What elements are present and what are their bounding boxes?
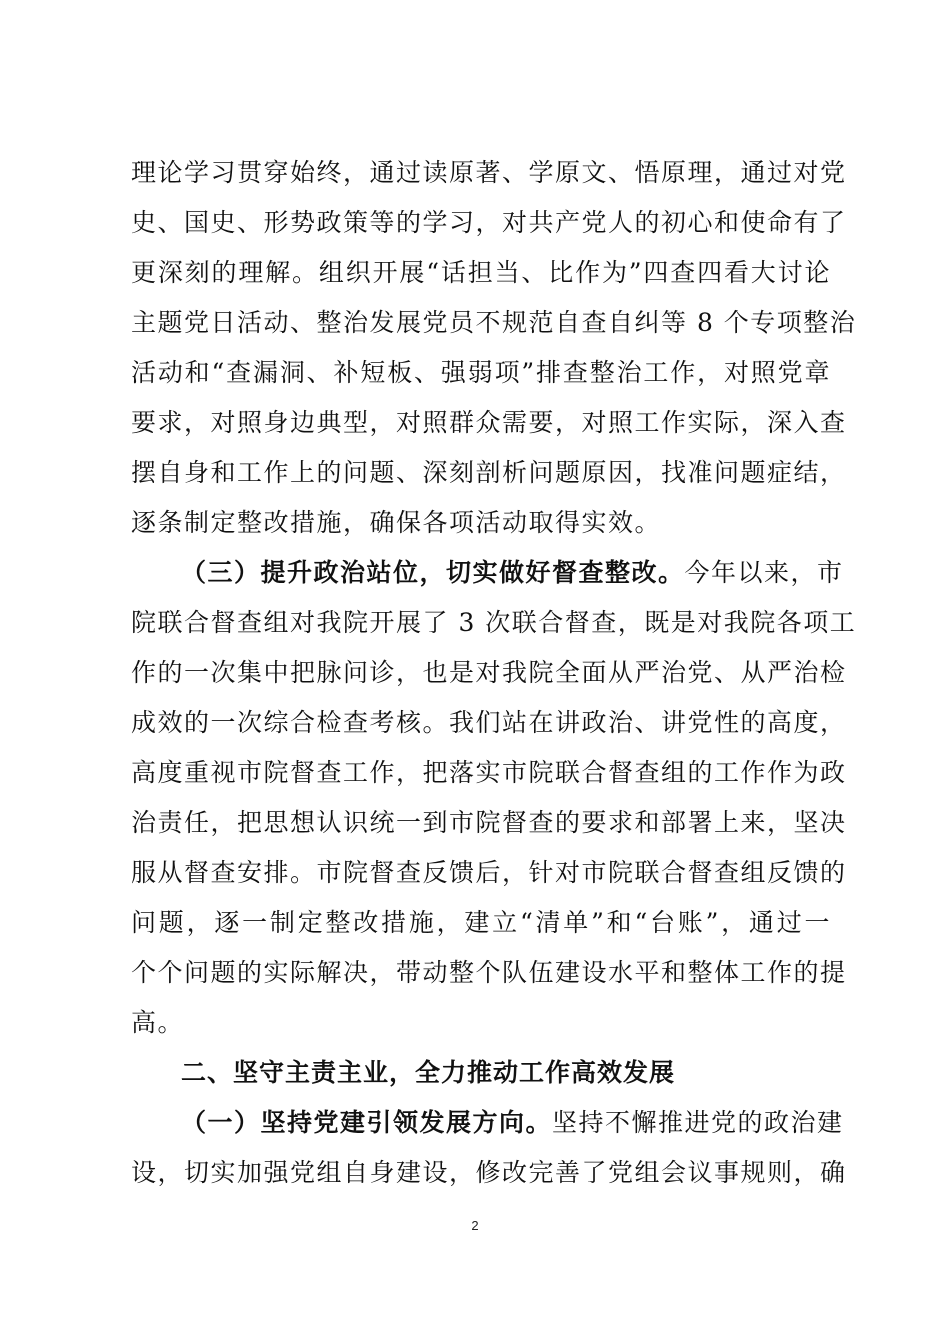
- paragraph-3-line-2: 设，切实加强党组自身建设，修改完善了党组会议事规则，确: [131, 1158, 847, 1187]
- paragraph-2-line-8: 问题，逐一制定整改措施，建立“清单”和“台账”，通过一: [131, 908, 831, 937]
- paragraph-1-line-4: 主题党日活动、整治发展党员不规范自查自纠等 8 个专项整治: [131, 308, 857, 337]
- paragraph-1-line-2: 史、国史、形势政策等的学习，对共产党人的初心和使命有了: [131, 208, 847, 237]
- paragraph-3-line-1: [181, 1108, 844, 1138]
- paragraph-1-line-1: 理论学习贯穿始终，通过读原著、学原文、悟原理，通过对党: [131, 158, 847, 187]
- paragraph-2-line-1-rest: 今年以来，市: [684, 558, 844, 587]
- page-number: 2: [471, 1218, 479, 1233]
- paragraph-1-line-6: 要求，对照身边典型，对照群众需要，对照工作实际，深入查: [131, 408, 847, 437]
- paragraph-2-line-7: 服从督查安排。市院督查反馈后，针对市院联合督查组反馈的: [131, 858, 847, 887]
- paragraph-1-line-8: 逐条制定整改措施，确保各项活动取得实效。: [131, 508, 662, 537]
- paragraph-3-lead: （一）坚持党建引领发展方向。: [181, 1108, 553, 1137]
- paragraph-2-line-2: 院联合督查组对我院开展了 3 次联合督查，既是对我院各项工: [131, 608, 857, 637]
- paragraph-1-line-7: 摆自身和工作上的问题、深刻剖析问题原因，找准问题症结，: [131, 458, 847, 487]
- paragraph-2-line-9: 个个问题的实际解决，带动整个队伍建设水平和整体工作的提: [131, 958, 847, 987]
- paragraph-2-line-5: 高度重视市院督查工作，把落实市院联合督查组的工作作为政: [131, 758, 847, 787]
- paragraph-2-line-3: 作的一次集中把脉问诊，也是对我院全面从严治党、从严治检: [131, 658, 847, 687]
- paragraph-2-line-6: 治责任，把思想认识统一到市院督查的要求和部署上来，坚决: [131, 808, 847, 837]
- paragraph-1-line-3: 更深刻的理解。组织开展“话担当、比作为”四查四看大讨论: [131, 258, 831, 287]
- paragraph-2-line-10: 高。: [131, 1008, 185, 1037]
- section-heading: 二、坚守主责主业，全力推动工作高效发展: [181, 1058, 676, 1087]
- paragraph-2-lead: （三）提升政治站位，切实做好督查整改。: [181, 558, 685, 587]
- paragraph-3-line-1-rest: 坚持不懈推进党的政治建: [552, 1108, 844, 1137]
- paragraph-2-line-4: 成效的一次综合检查考核。我们站在讲政治、讲党性的高度，: [131, 708, 847, 737]
- paragraph-2-line-1: [181, 558, 844, 588]
- paragraph-1-line-5: 活动和“查漏洞、补短板、强弱项”排查整治工作，对照党章: [131, 358, 831, 387]
